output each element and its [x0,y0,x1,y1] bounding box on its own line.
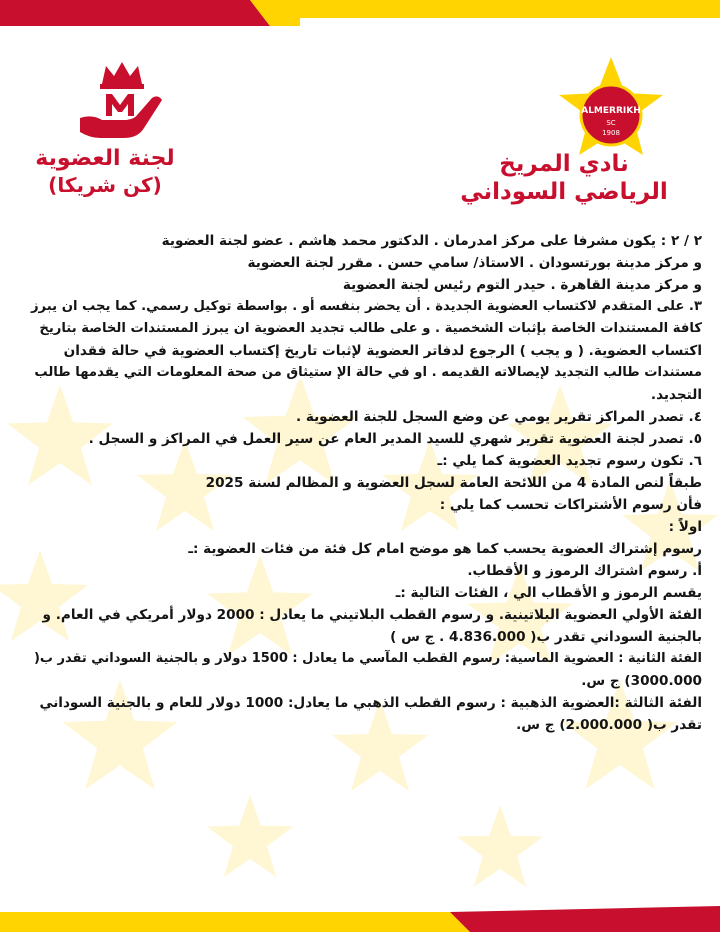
club-badge-text: ALMERRIKH [581,106,641,116]
document-body [30,230,702,736]
paragraph-line: أ. رسوم اشتراك الرموز و الأقطاب. [467,563,702,579]
paragraph-line: اولاً : [668,519,702,535]
paragraph-line: الفئة الأولي العضوية البلاتينية. و رسوم القطب البلاتيني ما يعادل : 2000 دولار أمريكي في العام. و [42,607,702,623]
club-name [444,150,684,206]
paragraph-line: و مركز مدينة القاهرة . حيدر التوم رئيس لجنة العضوية [342,277,702,293]
paragraph-line: اكتساب العضوية. ( و يجب ) الرجوع لدفاتر العضوية لإثبات تاريخ إكتساب العضوية في حالة فقدان [63,343,702,359]
paragraph-line: ٥. تصدر لجنة العضوية تقرير شهري للسيد المدير العام عن سير العمل في المراكز و السجل . [88,431,702,447]
paragraph-line: فأن رسوم الأشتراكات تحسب كما يلي : [439,497,702,513]
paragraph-line: ٢ / ٢ : يكون مشرفا على مركز امدرمان . الدكتور محمد هاشم . عضو لجنة العضوية [161,233,702,249]
paragraph-line: الفئة الثالثة :العضوية الذهبية : رسوم القطب الذهبي ما يعادل: 1000 دولار للعام و بالجنية السوداني [39,695,702,711]
top-decorative-band [0,0,720,36]
club-badge-year: 1908 [602,129,620,137]
paragraph-line: تقدر ب( 2.000.000) ج س. [516,717,702,733]
bottom-decorative-band [0,900,720,932]
paragraph-line: التجديد. [650,387,702,403]
membership-committee-name [30,146,180,198]
paragraph-line: كافة المستندات الخاصة بإثبات الشخصية . و على طالب تجديد العضوية ان يبرز المستندات الخاصة بتاريخ [39,321,702,336]
paragraph-line: طبقاً لنص المادة 4 من اللائحة العامة لسجل العضوية و المظالم لسنة 2025 [205,475,702,491]
paragraph-line: ٦. تكون رسوم تجديد العضوية كما يلي :ـ [437,453,702,469]
paragraph-line: ٤. تصدر المراكز تقرير يومي عن وضع السجل للجنة العضوية . [295,409,702,425]
paragraph-line: بالجنية السوداني تقدر ب( 4.836.000 . ج س ) [390,629,702,645]
committee-name-line1: لجنة العضوية [35,146,175,171]
club-name-line1: نادي المريخ [499,151,629,177]
membership-committee-logo [78,58,166,144]
paragraph-line: مستندات طالب التجديد لإيصالاته القديمه . او في حالة الإ ستيثاق من صحة المعلومات التي يقدمها طالب [34,365,702,380]
paragraph-line: و مركز مدينة بورتسودان . الاستاذ/ سامي حسن . مقرر لجنة العضوية [247,255,702,271]
club-badge-sub: SC [606,119,616,127]
club-name-line2: الرياضي السوداني [460,179,668,205]
committee-slogan: (كن شريكا) [48,173,162,197]
paragraph-line: ٣. على المتقدم لاكتساب العضوية الجديدة . أن يحضر بنفسه أو . بواسطة توكيل رسمي. كما يجب ان يبرز [30,299,702,314]
paragraph-line: يقسم الرموز و الأقطاب الي ، الفئات التالية :ـ [395,585,702,601]
paragraph-line: 3000.000) ج س. [581,673,702,689]
paragraph-line: الفئة الثانية : العضوية الماسية: رسوم القطب المآسي ما يعادل : 1500 دولار و بالجنية السوداني تقدر ب( [33,651,702,666]
paragraph-line: رسوم إشتراك العضوية يحسب كما هو موضح امام كل فئة من فئات العضوية :ـ [188,541,702,557]
